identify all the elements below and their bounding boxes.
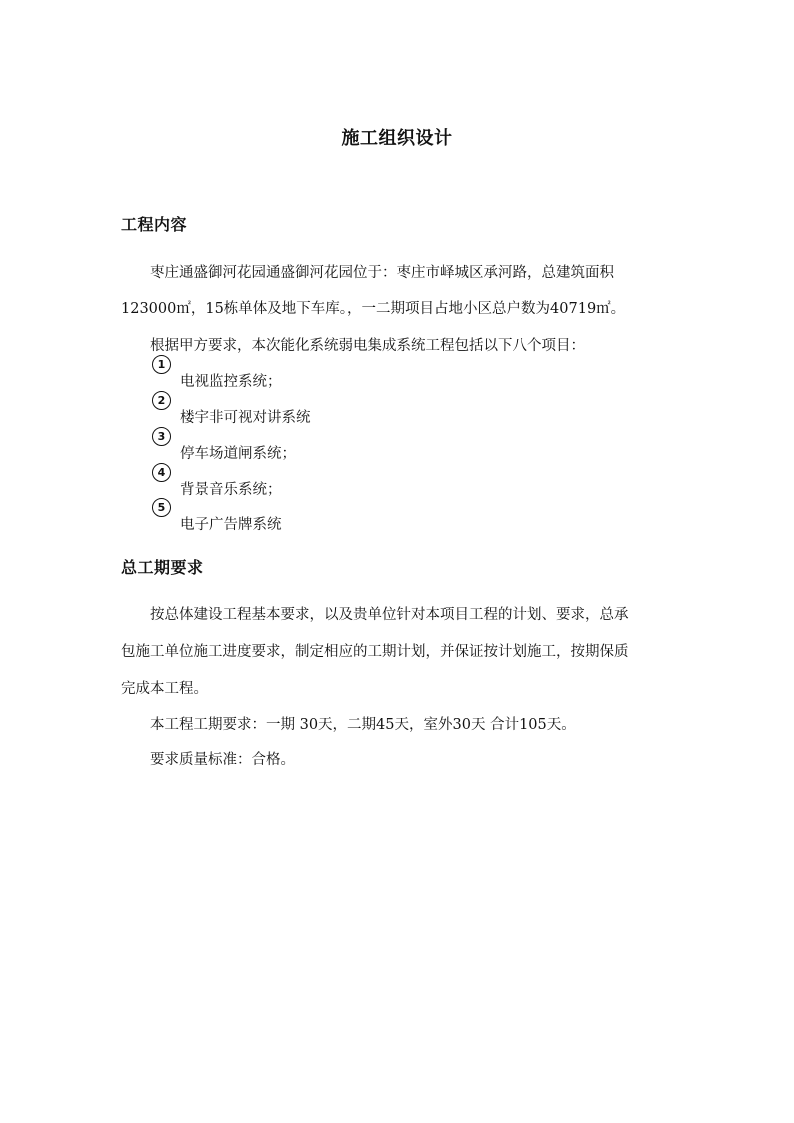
project-description-line-1: 枣庄通盛御河花园通盛御河花园位于：枣庄市峄城区承河路，总建筑面积 xyxy=(150,265,614,281)
document-title: 施工组织设计 xyxy=(341,128,453,149)
list-item-text: 电子广告牌系统 xyxy=(180,517,282,533)
circled-number-3-marker: 3 xyxy=(152,427,171,446)
circled-number-1-marker: 1 xyxy=(152,355,171,374)
section-heading-project-content: 工程内容 xyxy=(121,215,188,234)
project-description-line-2: 123000㎡，15栋单体及地下车库。，一二期项目占地小区总户数为40719㎡。 xyxy=(121,301,626,317)
schedule-paragraph-line-3: 完成本工程。 xyxy=(121,681,208,697)
section-heading-schedule-requirements: 总工期要求 xyxy=(121,558,204,577)
duration-requirement-line: 本工程工期要求：一期 30天，二期45天，室外30天 合计105天。 xyxy=(150,717,576,733)
schedule-paragraph-line-1: 按总体建设工程基本要求，以及贵单位针对本项目工程的计划、要求，总承 xyxy=(150,607,629,623)
scope-intro-paragraph: 根据甲方要求，本次能化系统弱电集成系统工程包括以下八个项目： xyxy=(150,338,585,354)
quality-standard-line: 要求质量标准：合格。 xyxy=(150,752,295,768)
circled-number-2-marker: 2 xyxy=(152,391,171,410)
list-item-text: 楼宇非可视对讲系统 xyxy=(180,410,311,426)
circled-number-4-marker: 4 xyxy=(152,463,171,482)
list-item-text: 背景音乐系统； xyxy=(180,482,282,498)
list-item-text: 电视监控系统； xyxy=(180,374,282,390)
schedule-paragraph-line-2: 包施工单位施工进度要求，制定相应的工期计划，并保证按计划施工，按期保质 xyxy=(121,644,629,660)
list-item-text: 停车场道闸系统； xyxy=(180,446,296,462)
circled-number-5-marker: 5 xyxy=(152,498,171,517)
